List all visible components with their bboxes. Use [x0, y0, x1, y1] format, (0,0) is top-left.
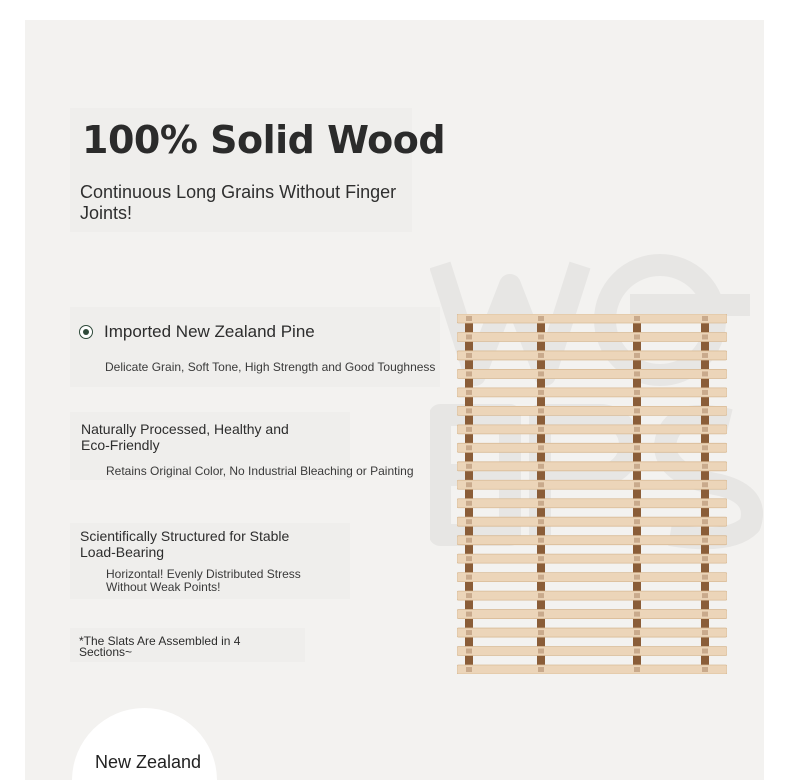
slat-support-bar: [465, 314, 473, 674]
slat-fastener: [538, 630, 544, 635]
wood-slat: [457, 665, 727, 674]
wood-slat: [457, 351, 727, 360]
feature-description-eco: Retains Original Color, No Industrial Bleaching or Painting: [106, 464, 414, 478]
page-title: 100% Solid Wood: [82, 118, 446, 162]
wood-slat: [457, 369, 727, 378]
slat-fastener: [702, 371, 708, 376]
slat-fastener: [538, 390, 544, 395]
slat-fastener: [702, 464, 708, 469]
feature-title-eco[interactable]: Naturally Processed, Healthy and Eco-Friendly: [81, 421, 289, 453]
slat-fastener: [466, 630, 472, 635]
slat-fastener: [538, 649, 544, 654]
slat-fastener: [538, 575, 544, 580]
slat-fastener: [702, 482, 708, 487]
wood-slat: [457, 388, 727, 397]
slat-fastener: [634, 556, 640, 561]
slat-fastener: [702, 630, 708, 635]
slat-fastener: [538, 538, 544, 543]
slat-fastener: [466, 593, 472, 598]
wood-slat: [457, 425, 727, 434]
slat-fastener: [466, 556, 472, 561]
slat-fastener: [466, 464, 472, 469]
wood-slat: [457, 480, 727, 489]
feature-title-structure[interactable]: Scientifically Structured for Stable Load-Bearing: [80, 528, 290, 560]
slat-support-bar: [633, 314, 641, 674]
slat-fastener: [538, 427, 544, 432]
slat-fastener: [466, 519, 472, 524]
wood-slat: [457, 517, 727, 526]
slat-fastener: [634, 316, 640, 321]
slat-fastener: [634, 575, 640, 580]
wood-slat: [457, 443, 727, 452]
feature-description-pine: Delicate Grain, Soft Tone, High Strength and Good Toughness: [105, 360, 436, 374]
wood-slat: [457, 499, 727, 508]
slat-fastener: [702, 649, 708, 654]
slat-fastener: [634, 334, 640, 339]
feature-panel: [25, 20, 764, 780]
slat-fastener: [702, 316, 708, 321]
slat-support-bar: [701, 314, 709, 674]
slat-fastener: [702, 519, 708, 524]
slat-fastener: [702, 556, 708, 561]
slat-fastener: [634, 501, 640, 506]
wood-slat: [457, 332, 727, 341]
slat-fastener: [538, 353, 544, 358]
slat-fastener: [538, 445, 544, 450]
slat-fastener: [634, 519, 640, 524]
slat-fastener: [538, 408, 544, 413]
feature-description-structure: Horizontal! Evenly Distributed Stress Without Weak Points!: [106, 567, 301, 594]
slat-fastener: [466, 353, 472, 358]
slat-fastener: [466, 390, 472, 395]
slat-support-bar: [537, 314, 545, 674]
slat-fastener: [538, 464, 544, 469]
slat-fastener: [702, 353, 708, 358]
slat-fastener: [538, 316, 544, 321]
slat-fastener: [466, 501, 472, 506]
wood-slat: [457, 573, 727, 582]
slat-fastener: [634, 353, 640, 358]
feature-selected-radio-icon[interactable]: [79, 325, 93, 339]
slat-fastener: [634, 612, 640, 617]
slat-fastener: [634, 390, 640, 395]
slat-fastener: [538, 501, 544, 506]
slat-fastener: [634, 538, 640, 543]
slat-fastener: [702, 593, 708, 598]
slat-fastener: [538, 334, 544, 339]
slat-fastener: [538, 482, 544, 487]
slat-fastener: [538, 612, 544, 617]
slat-fastener: [466, 538, 472, 543]
slat-fastener: [466, 371, 472, 376]
slat-fastener: [634, 593, 640, 598]
slat-fastener: [466, 612, 472, 617]
slat-fastener: [702, 334, 708, 339]
slat-fastener: [634, 464, 640, 469]
feature-card-backdrop: [70, 307, 440, 387]
wood-slat: [457, 647, 727, 656]
slat-fastener: [634, 482, 640, 487]
feature-title-pine[interactable]: Imported New Zealand Pine: [104, 322, 315, 341]
wood-slat: [457, 610, 727, 619]
slat-fastener: [702, 427, 708, 432]
slat-fastener: [702, 390, 708, 395]
slat-fastener: [634, 630, 640, 635]
slat-fastener: [634, 649, 640, 654]
slat-fastener: [634, 371, 640, 376]
slat-fastener: [466, 334, 472, 339]
slat-fastener: [634, 445, 640, 450]
wood-slat: [457, 536, 727, 545]
wood-slat: [457, 591, 727, 600]
slat-fastener: [538, 519, 544, 524]
slat-fastener: [702, 612, 708, 617]
slat-fastener: [634, 408, 640, 413]
wood-slat: [457, 406, 727, 415]
origin-badge-label: New Zealand: [95, 752, 202, 772]
bed-slats-image: [457, 314, 727, 674]
slat-fastener: [702, 538, 708, 543]
page-subtitle: Continuous Long Grains Without Finger Joints!: [80, 182, 397, 223]
wood-slat: [457, 554, 727, 563]
slat-fastener: [466, 575, 472, 580]
slat-fastener: [634, 427, 640, 432]
slat-fastener: [466, 445, 472, 450]
wood-slat: [457, 462, 727, 471]
wood-slat: [457, 628, 727, 637]
slat-fastener: [466, 408, 472, 413]
slat-fastener: [702, 445, 708, 450]
slat-fastener: [466, 482, 472, 487]
wood-slat: [457, 314, 727, 323]
slat-fastener: [466, 649, 472, 654]
slat-fastener: [538, 593, 544, 598]
slat-fastener: [466, 427, 472, 432]
slat-fastener: [702, 575, 708, 580]
assembly-footnote: *The Slats Are Assembled in 4 Sections~: [79, 634, 241, 659]
slat-fastener: [466, 316, 472, 321]
slat-fastener: [702, 501, 708, 506]
slat-fastener: [538, 667, 544, 672]
slat-fastener: [634, 667, 640, 672]
slat-fastener: [702, 408, 708, 413]
slat-fastener: [466, 667, 472, 672]
slat-fastener: [702, 667, 708, 672]
slat-fastener: [538, 371, 544, 376]
slat-fastener: [538, 556, 544, 561]
